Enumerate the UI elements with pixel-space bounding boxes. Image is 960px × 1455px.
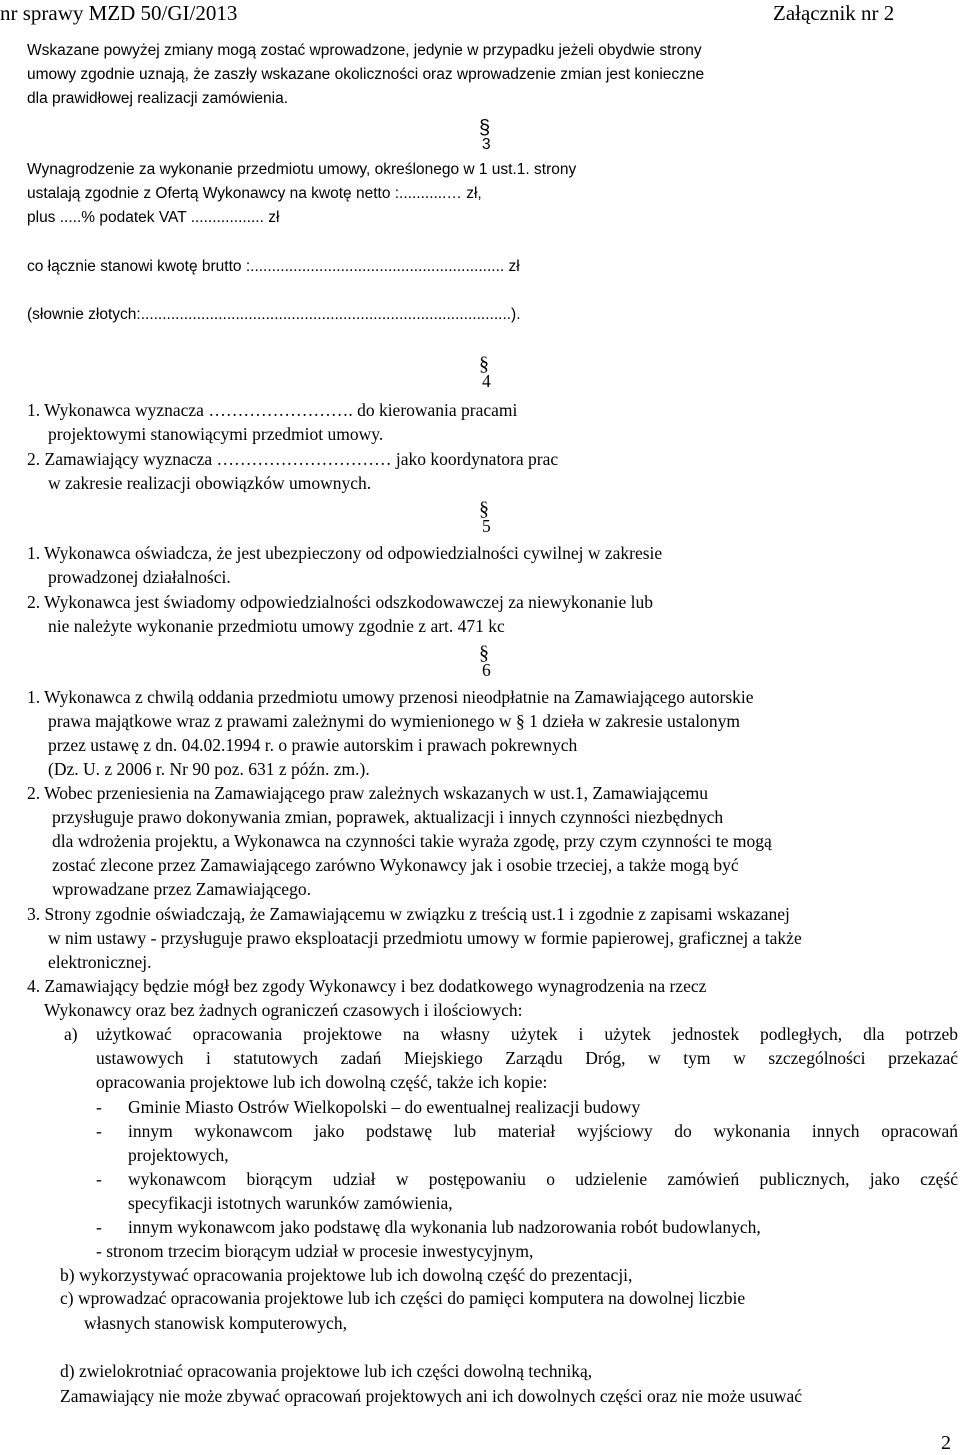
s6-line: przez ustawę z dn. 04.02.1994 r. o prawie autorskim i prawach pokrewnych	[48, 735, 578, 755]
list-dash: -	[96, 1121, 102, 1141]
s6-line: 3. Strony zgodnie oświadczają, że Zamawiającemu w związku z treścią ust.1 i zgodnie z zapisami wskazanej	[27, 904, 790, 924]
s6-line: 1. Wykonawca z chwilą oddania przedmiotu umowy przenosi nieodpłatnie na Zamawiającego autorskie	[27, 687, 754, 707]
s3-line: ustalają zgodnie z Ofertą Wykonawcy na kwotę netto :...........… zł,	[27, 185, 482, 202]
intro-line: umowy zgodnie uznają, że zaszły wskazane okoliczności oraz wprowadzenie zmian jest konieczne	[27, 66, 705, 83]
s4-line: projektowymi stanowiącymi przedmiot umowy.	[48, 424, 384, 444]
s6-line: d) zwielokrotniać opracowania projektowe lub ich części dowolną techniką,	[60, 1361, 593, 1381]
s6-line: innym wykonawcom jako podstawę dla wykonania lub nadzorowania robót budowlanych,	[128, 1217, 761, 1237]
list-marker: a)	[64, 1024, 78, 1044]
section-heading-4	[479, 353, 491, 391]
s6-line: wprowadzane przez Zamawiającego.	[52, 879, 311, 899]
section-heading-3	[479, 117, 491, 153]
section-sign: §	[479, 642, 489, 664]
s4-line: 1. Wykonawca wyznacza ……………………. do kierowania pracami	[27, 400, 518, 420]
section-sign: §	[479, 353, 489, 375]
s6-line: zostać zlecone przez Zamawiającego zarówno Wykonawcy jak i osobie trzeciej, a także mogą być	[52, 855, 739, 875]
attachment-label: Załącznik nr 2	[773, 1, 895, 25]
s6-line: (Dz. U. z 2006 r. Nr 90 poz. 631 z późn. zm.).	[48, 759, 370, 779]
intro-line: Wskazane powyżej zmiany mogą zostać wprowadzone, jedynie w przypadku jeżeli obydwie strony	[27, 42, 702, 59]
s6-line: w nim ustawy - przysługuje prawo eksploatacji przedmiotu umowy w formie papierowej, graficznej a także	[48, 928, 802, 948]
s6-line: wykonawcom biorącym udział w postępowaniu o udzielenie zamówień publicznych, jako część	[128, 1171, 958, 1189]
list-dash: -	[96, 1097, 102, 1117]
s4-line: w zakresie realizacji obowiązków umownych.	[48, 473, 372, 493]
intro-line: dla prawidłowej realizacji zamówienia.	[27, 90, 289, 107]
s6-line: - stronom trzecim biorącym udział w procesie inwestycyjnym,	[96, 1241, 534, 1261]
section-number: 5	[482, 516, 491, 536]
s5-line: nie należyte wykonanie przedmiotu umowy zgodnie z art. 471 kc	[48, 616, 505, 636]
s6-line: Gminie Miasto Ostrów Wielkopolski – do ewentualnej realizacji budowy	[128, 1097, 641, 1117]
section-sign: §	[479, 498, 489, 520]
s6-line: innym wykonawcom jako podstawę lub materiał wyjściowy do wykonania innych opracowań	[128, 1123, 958, 1141]
page-number: 2	[941, 1432, 951, 1454]
s6-line: c) wprowadzać opracowania projektowe lub ich części do pamięci komputera na dowolnej liczbie	[60, 1288, 746, 1308]
s6-line: specyfikacji istotnych warunków zamówienia,	[128, 1193, 453, 1213]
s6-line: 4. Zamawiający będzie mógł bez zgody Wykonawcy i bez dodatkowego wynagrodzenia na rzecz	[27, 976, 707, 996]
s6-line: Zamawiający nie może zbywać opracowań projektowych ani ich dowolnych części oraz nie może usuwać	[60, 1386, 802, 1406]
section-sign: §	[479, 117, 491, 139]
list-dash: -	[96, 1217, 102, 1237]
s5-line: 2. Wykonawca jest świadomy odpowiedzialności odszkodowawczej za niewykonanie lub	[27, 592, 654, 612]
s6-line: prawa majątkowe wraz z prawami zależnymi do wymienionego w § 1 dzieła w zakresie ustalonym	[48, 711, 740, 731]
section-number: 4	[482, 371, 491, 391]
list-dash: -	[96, 1169, 102, 1189]
section-heading-5	[479, 498, 491, 536]
s6-line: użytkować opracowania projektowe na własny użytek i użytek jednostek podległych, dla potrzeb	[96, 1026, 958, 1044]
s6-line: opracowania projektowe lub ich dowolną część, także ich kopie:	[96, 1072, 548, 1092]
s3-line: co łącznie stanowi kwotę brutto :........................................................... zł	[27, 258, 520, 275]
s5-line: prowadzonej działalności.	[48, 567, 231, 587]
case-number: nr sprawy MZD 50/GI/2013	[0, 1, 238, 25]
s6-line: Wykonawcy oraz bez żadnych ograniczeń czasowych i ilościowych:	[44, 1000, 523, 1020]
s6-line: 2. Wobec przeniesienia na Zamawiającego praw zależnych wskazanych w ust.1, Zamawiającemu	[27, 783, 708, 803]
s5-line: 1. Wykonawca oświadcza, że jest ubezpieczony od odpowiedzialności cywilnej w zakresie	[27, 543, 663, 563]
s6-line: ustawowych i statutowych zadań Miejskiego Zarządu Dróg, w tym w szczególności przekazać	[96, 1050, 958, 1068]
s4-line: 2. Zamawiający wyznacza ………………………… jako koordynatora prac	[27, 449, 559, 469]
section-heading-6	[479, 642, 491, 680]
section-number: 3	[482, 136, 491, 153]
s6-line: własnych stanowisk komputerowych,	[84, 1313, 347, 1333]
s6-line: projektowych,	[128, 1145, 229, 1165]
s3-line: Wynagrodzenie za wykonanie przedmiotu umowy, określonego w 1 ust.1. strony	[27, 161, 577, 178]
s6-line: przysługuje prawo dokonywania zmian, poprawek, aktualizacji i innych czynności niezbędnych	[52, 807, 724, 827]
s3-line: plus .....% podatek VAT ................. zł	[27, 209, 280, 226]
s6-line: dla wdrożenia projektu, a Wykonawca na czynności takie wyraża zgodę, przy czym czynności te mogą	[52, 831, 772, 851]
s6-line: b) wykorzystywać opracowania projektowe lub ich dowolną część do prezentacji,	[60, 1265, 633, 1285]
section-number: 6	[482, 660, 491, 680]
s6-line: elektronicznej.	[48, 952, 152, 972]
s3-line: (słownie złotych:......................................................................................).	[27, 306, 521, 323]
